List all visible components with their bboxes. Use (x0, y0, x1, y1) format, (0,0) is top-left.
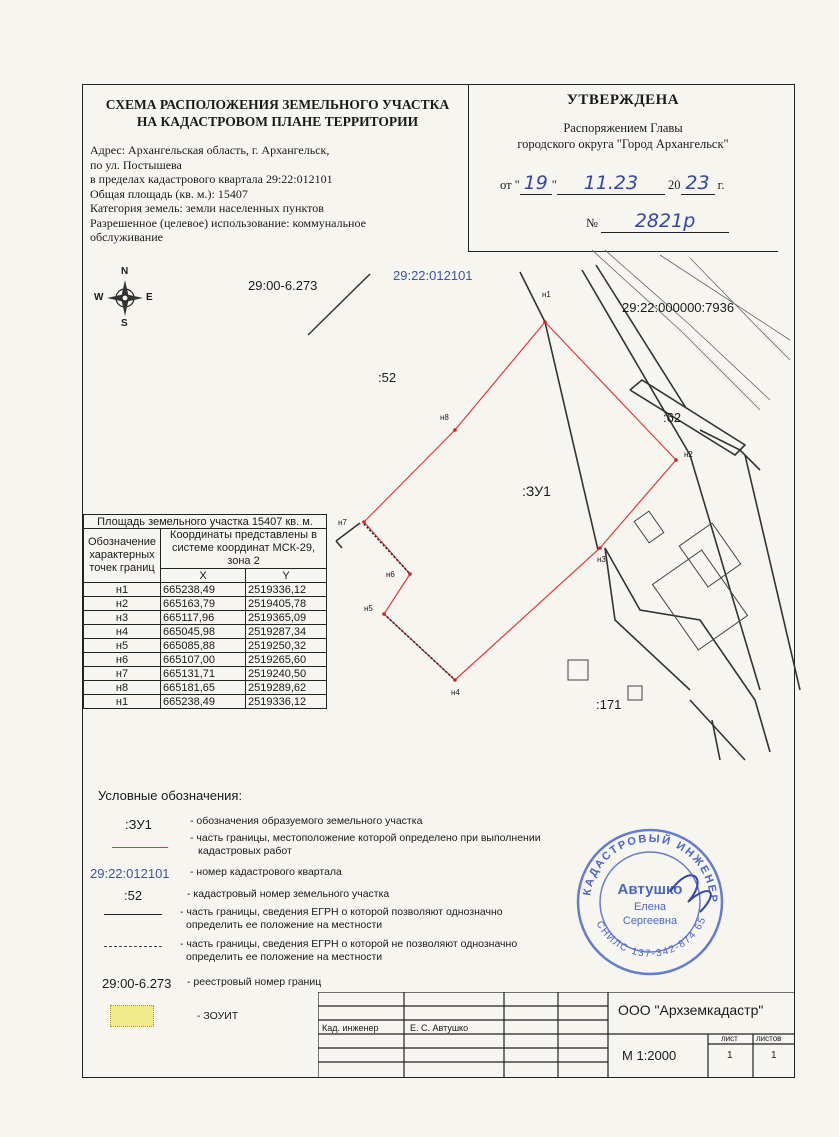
coord-x: 665238,49 (161, 695, 246, 709)
point-name: н4 (84, 625, 161, 639)
table-row (84, 639, 327, 653)
vertex-label: н8 (440, 413, 449, 422)
point-name: н1 (84, 695, 161, 709)
approval-number: № 2821р (586, 210, 729, 233)
parcel-label: :ЗУ1 (522, 483, 551, 499)
coord-y: 2519365,09 (246, 611, 327, 625)
approval-date: от " 19 " 11.23 20 23 г. (500, 172, 725, 194)
address-line: по ул. Постышева (90, 157, 182, 172)
coord-x: 665181,65 (161, 681, 246, 695)
approval-line: городского округа "Город Архангельск" (517, 137, 729, 151)
table-row (84, 653, 327, 667)
seal-snils: СНИЛС 137-342-874 65 (593, 914, 709, 960)
col-header-coords: Координаты представлены в системе координат МСК-29, зона 2 (161, 529, 327, 569)
table-row (84, 695, 327, 709)
vertex-label: н6 (386, 570, 395, 579)
legend-zouit-swatch (110, 1005, 154, 1027)
title-block (318, 992, 795, 1078)
usage-line: обслуживание (90, 230, 163, 244)
legend-symbol-parcel: :ЗУ1 (125, 817, 152, 832)
coord-y: 2519287,34 (246, 625, 327, 639)
engineer-seal (570, 822, 730, 982)
legend-text: - кадастровый номер земельного участка (187, 888, 390, 900)
point-name: н5 (84, 639, 161, 653)
coord-y: 2519336,12 (246, 583, 327, 597)
coordinates-table (83, 514, 327, 709)
sheets-count: 1 (771, 1050, 777, 1061)
legend-text: определить ее положение на местности (186, 951, 383, 963)
compass-rose-icon (107, 280, 143, 316)
point-name: н6 (84, 653, 161, 667)
coord-x: 665085,88 (161, 639, 246, 653)
sheet-label: лист (721, 1034, 738, 1043)
neighbor-52-label: :52 (378, 370, 397, 385)
legend-text: - номер кадастрового квартала (190, 866, 342, 878)
legend-red-line (112, 847, 168, 848)
coord-y: 2519336,12 (246, 695, 327, 709)
company-name: ООО "Архземкадастр" (618, 1002, 764, 1018)
legend-symbol-52: :52 (124, 888, 143, 903)
vertex-label: н4 (451, 688, 460, 697)
point-name: н1 (84, 583, 161, 597)
legend-text: определить ее положение на местности (186, 919, 383, 931)
seal-name: Елена (633, 901, 667, 913)
vertex-label: н2 (684, 450, 693, 459)
legend-text: - часть границы, сведения ЕГРН о которой не позволяют однозначно (180, 938, 518, 950)
legend-text: - ЗОУИТ (197, 1010, 239, 1022)
legend-black-line (104, 914, 162, 915)
legend-symbol-quarter: 29:22:012101 (90, 866, 170, 881)
approval-year: 23 (681, 172, 715, 195)
point-name: н3 (84, 611, 161, 625)
legend-text: - обозначения образуемого земельного участка (190, 815, 423, 827)
table-row (84, 681, 327, 695)
table-row (84, 597, 327, 611)
legend-text: - часть границы, местоположение которой определено при выполнении (190, 832, 541, 844)
col-header-y: Y (246, 569, 327, 583)
compass-south: S (121, 318, 128, 329)
coord-x: 665163,79 (161, 597, 246, 611)
approval-day: 19 (520, 172, 552, 195)
seal-name: Сергеевна (622, 915, 678, 927)
neighbor-62-label: :62 (663, 410, 682, 425)
neighbor-boundaries (336, 265, 800, 760)
sheet-number: 1 (727, 1050, 733, 1061)
compass-west: W (94, 292, 104, 303)
seal-title: КАДАСТРОВЫЙ ИНЖЕНЕР (581, 832, 720, 905)
coord-y: 2519240,50 (246, 667, 327, 681)
coord-x: 665238,49 (161, 583, 246, 597)
quarter-label: 29:22:012101 (393, 268, 473, 283)
vertex-label: н5 (364, 604, 373, 613)
table-row (84, 583, 327, 597)
approval-title: УТВЕРЖДЕНА (566, 92, 680, 108)
coord-x: 665107,00 (161, 653, 246, 667)
address-line: в пределах кадастрового квартала 29:22:012101 (90, 172, 333, 186)
table-row (84, 625, 327, 639)
legend-dashed-line (104, 946, 162, 947)
shared-boundary-ticks (364, 524, 455, 680)
table-caption: Площадь земельного участка 15407 кв. м. (84, 515, 327, 529)
usage-line: Разрешенное (целевое) использование: коммунальное (90, 215, 366, 230)
legend-symbol-registry: 29:00-6.273 (102, 976, 172, 991)
approval-number-value: 2821р (601, 210, 729, 233)
category-line: Категория земель: земли населенных пунктов (90, 201, 324, 215)
engineer-name: Е. С. Автушко (410, 1023, 469, 1033)
compass-north: N (121, 266, 129, 277)
point-name: н2 (84, 597, 161, 611)
neighbor-171-label: :171 (596, 697, 622, 712)
vertex-label: н3 (597, 555, 606, 564)
point-name: н8 (84, 681, 161, 695)
registry-border-label: 29:00-6.273 (248, 278, 318, 293)
coord-y: 2519405,78 (246, 597, 327, 611)
table-row (84, 611, 327, 625)
vertex-label: н1 (542, 290, 551, 299)
role-label: Кад. инженер (322, 1023, 379, 1033)
railway-lines (592, 250, 790, 410)
coord-x: 665117,96 (161, 611, 246, 625)
legend-text: - часть границы, сведения ЕГРН о которой позволяют однозначно (180, 906, 503, 918)
seal-name: Автушко (617, 881, 683, 898)
compass-east: E (146, 292, 153, 303)
coord-x: 665045,98 (161, 625, 246, 639)
parcel-boundary (364, 322, 676, 680)
approval-line: Распоряжением Главы (563, 121, 683, 135)
coord-y: 2519265,60 (246, 653, 327, 667)
col-header-points: Обозначение характерных точек границ (84, 529, 161, 583)
document-title: СХЕМА РАСПОЛОЖЕНИЯ ЗЕМЕЛЬНОГО УЧАСТКА НА КАДАСТРОВОМ ПЛАНЕ ТЕРРИТОРИИ (105, 97, 450, 129)
col-header-x: X (161, 569, 246, 583)
road-parcel-label: 29:22:000000:7936 (622, 300, 735, 315)
coord-x: 665131,71 (161, 667, 246, 681)
legend-title: Условные обозначения: (98, 788, 243, 803)
point-name: н7 (84, 667, 161, 681)
address-line: Адрес: Архангельская область, г. Архангельск, (90, 143, 330, 157)
scale-label: М 1:2000 (622, 1048, 677, 1063)
parcel-vertices (362, 320, 678, 682)
coord-y: 2519250,32 (246, 639, 327, 653)
coord-y: 2519289,62 (246, 681, 327, 695)
legend-text: кадастровых работ (198, 845, 292, 857)
table-row (84, 667, 327, 681)
legend-text: - реестровый номер границ (187, 976, 322, 988)
approval-month: 11.23 (557, 172, 665, 195)
area-line: Общая площадь (кв. м.): 15407 (90, 186, 248, 201)
sheets-label: листов (756, 1034, 782, 1043)
vertex-label: н7 (338, 518, 347, 527)
